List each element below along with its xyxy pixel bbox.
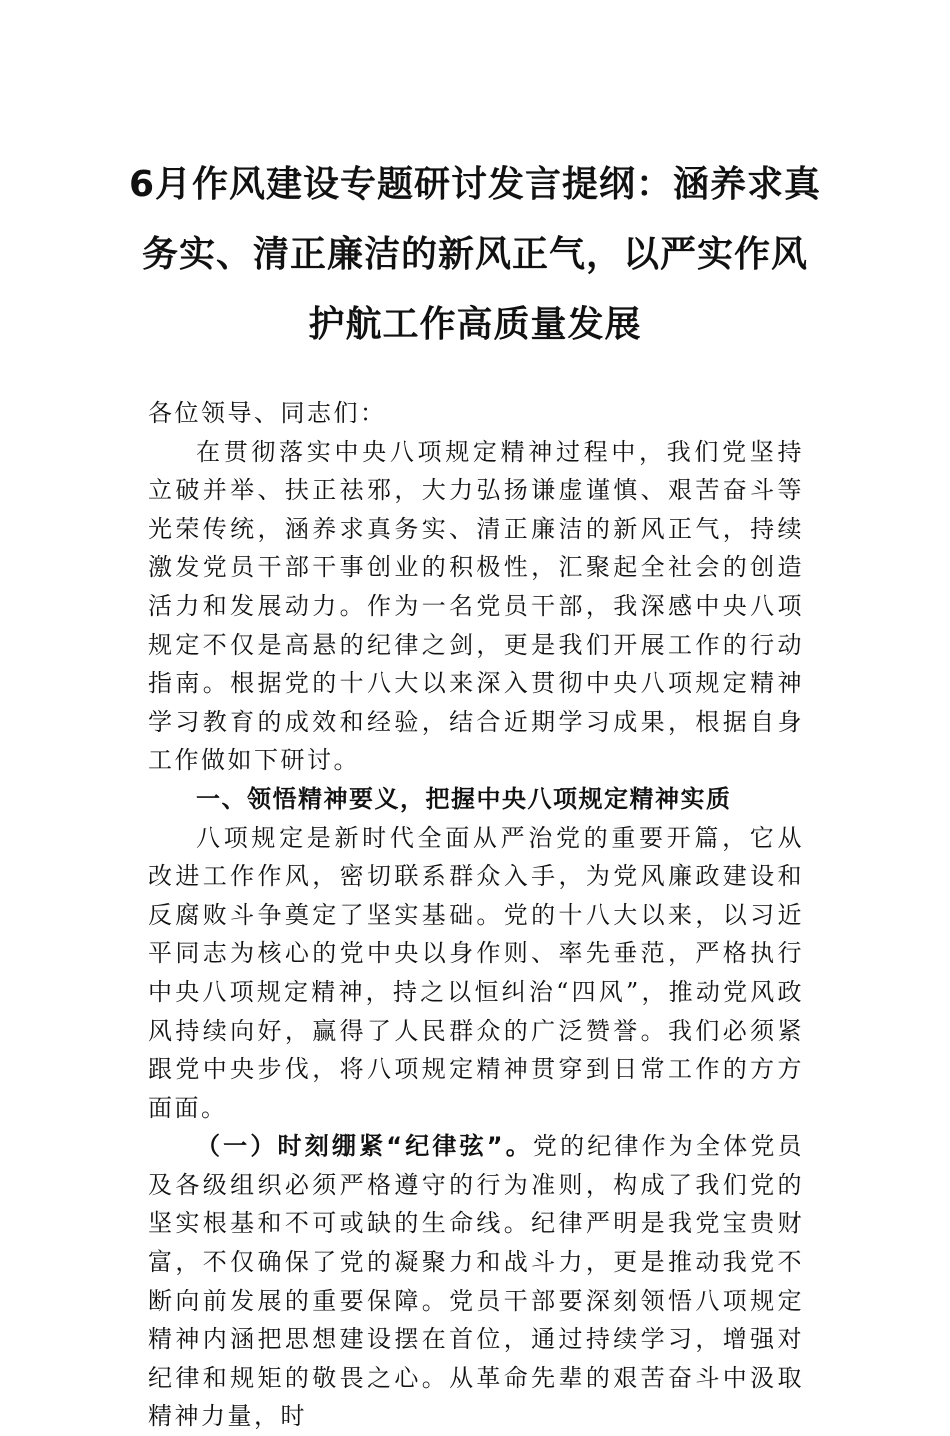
title-line-1: 6月作风建设专题研讨发言提纲：涵养求真: [128, 164, 822, 205]
salutation: 各位领导、同志们：: [148, 399, 387, 427]
subsection-1-text: 党的纪律作为全体党员及各级组织必须严格遵守的行为准则，构成了我们党的坚实根基和不可或缺的生命线。纪律严明是我党宝贵财富，不仅确保了党的凝聚力和战斗力，更是推动我党不断向前发展的重要保障。党员干部要深刻领悟八项规定精神内涵把思想建设摆在首位，通过持续学习，增强对纪律和规矩的敬畏之心。从革命先辈的艰苦奋斗中汲取精神力量，时: [148, 1132, 805, 1431]
intro-paragraph: 在贯彻落实中央八项规定精神过程中，我们党坚持立破并举、扶正祛邪，大力弘扬谦虚谨慎、艰苦奋斗等光荣传统，涵养求真务实、清正廉洁的新风正气，持续激发党员干部干事创业的积极性，汇聚起全社会的创造活力和发展动力。作为一名党员干部，我深感中央八项规定不仅是高悬的纪律之剑，更是我们开展工作的行动指南。根据党的十八大以来深入贯彻中央八项规定精神学习教育的成效和经验，结合近期学习成果，根据自身工作做如下研讨。: [148, 437, 804, 775]
subsection-1-paragraph: [148, 1127, 804, 1436]
title-line-3: 护航工作高质量发展: [308, 304, 642, 345]
section-1-paragraph: 八项规定是新时代全面从严治党的重要开篇，它从改进工作作风，密切联系群众入手，为党风廉政建设和反腐败斗争奠定了坚实基础。党的十八大以来，以习近平同志为核心的党中央以身作则、率先垂范，严格执行中央八项规定精神，持之以恒纠治“四风”，推动党风政风持续向好，赢得了人民群众的广泛赞誉。我们必须紧跟党中央步伐，将八项规定精神贯穿到日常工作的方方面面。: [148, 823, 804, 1122]
subsection-1-heading: （一）时刻绷紧“纪律弦”。: [196, 1132, 533, 1161]
document-body: [148, 394, 804, 1436]
document-title: [120, 150, 830, 360]
section-1-heading: 一、领悟精神要义，把握中央八项规定精神实质: [196, 784, 732, 813]
title-line-2: 务实、清正廉洁的新风正气，以严实作风: [141, 234, 808, 275]
